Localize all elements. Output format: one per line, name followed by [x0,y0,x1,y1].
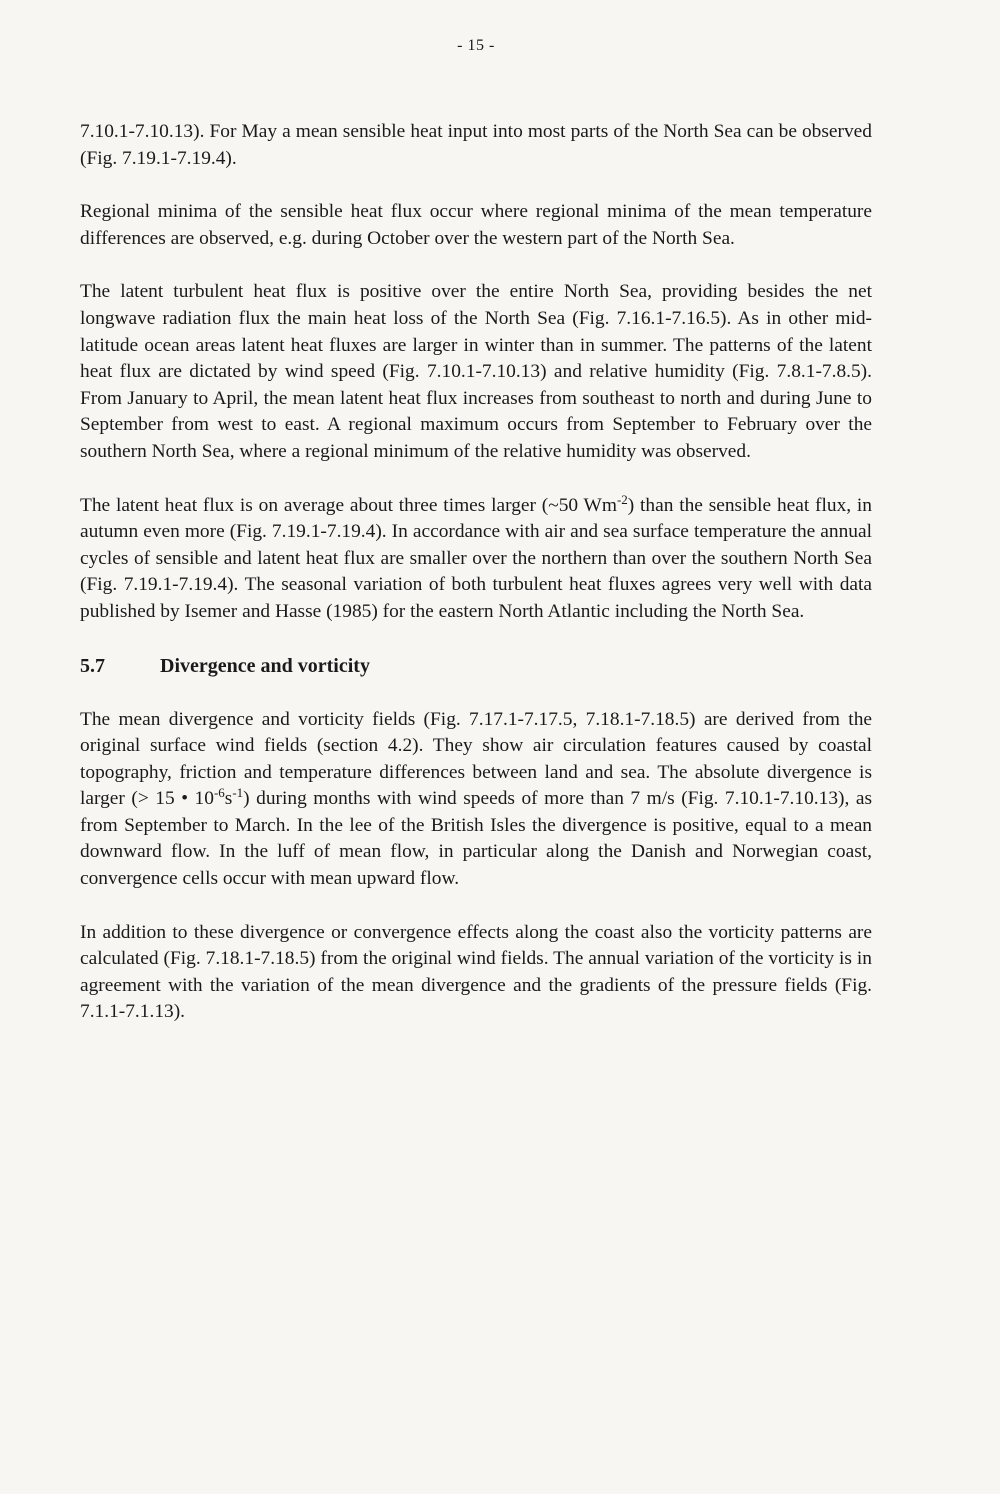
paragraph-vorticity-patterns: In addition to these divergence or convergence effects along the coast also the vorticity patterns are calculated (Fig. 7.18.1-7.18.5) from the original wind fields. The annual variation of the vorticity is in agreement with the variation of the mean divergence and the gradients of the pressure fields (Fig. 7.1.1-7.1.13). [80,921,872,1023]
superscript: -1 [232,785,244,801]
superscript: -2 [616,491,628,507]
text-segment: ) than the sensible heat flux, in autumn even more (Fig. 7.19.1-7.19.4). In accordance with air and sea surface temperature the annual cycles of sensible and latent heat flux are smaller over the northern than over the southern North Sea (Fig. 7.19.1-7.19.4). The seasonal variation of both turbulent heat fluxes agrees very well with data published by Isemer and Hasse (1985) for the eastern North Atlantic including the North Sea. [80,494,872,622]
page-number: - 15 - [457,37,495,54]
text-segment: s [224,788,233,810]
paragraph-latent-heat-flux: The latent turbulent heat flux is positive over the entire North Sea, providing besides the net longwave radiation flux the main heat loss of the North Sea (Fig. 7.16.1-7.16.5). As in other mid-latitude ocean areas latent heat fluxes are larger in winter than in summer. The patterns of the latent heat flux are dictated by wind speed (Fig. 7.10.1-7.10.13) and relative humidity (Fig. 7.8.1-7.8.5). From January to April, the mean latent heat flux increases from southeast to north and during June to September from west to east. A regional maximum occurs from September to February over the southern North Sea, where a regional minimum of the relative humidity was observed. [80,281,872,462]
paragraph-sensible-heat-may: 7.10.1-7.10.13). For May a mean sensible heat input into most parts of the North Sea can be observed (Fig. 7.19.1-7.19.4). [80,121,872,169]
section-heading [80,652,872,680]
section-title: Divergence and vorticity [160,654,370,677]
section-number: 5.7 [80,654,105,677]
superscript: -6 [213,785,225,801]
paragraph-divergence-fields [80,707,872,893]
paragraph-regional-minima: Regional minima of the sensible heat flux occur where regional minima of the mean temperature differences are observed, e.g. during October over the western part of the North Sea. [80,201,872,249]
text-segment: The latent heat flux is on average about three times larger (~50 Wm [80,494,617,516]
document-body [80,119,872,1026]
paragraph-latent-vs-sensible [80,493,872,626]
text-segment: The mean divergence and vorticity fields (Fig. 7.17.1-7.17.5, 7.18.1-7.18.5) are derived from the original surface wind fields (section 4.2). They show air circulation features caused by coastal topography, friction and temperature differences between land and sea. The absolute divergence is larger (> 15 • 10 [80,708,872,810]
text-segment: ) during months with wind speeds of more than 7 m/s (Fig. 7.10.1-7.10.13), as from September to March. In the lee of the British Isles the divergence is positive, equal to a mean downward flow. In the luff of mean flow, in particular along the Danish and Norwegian coast, convergence cells occur with mean upward flow. [80,788,872,890]
